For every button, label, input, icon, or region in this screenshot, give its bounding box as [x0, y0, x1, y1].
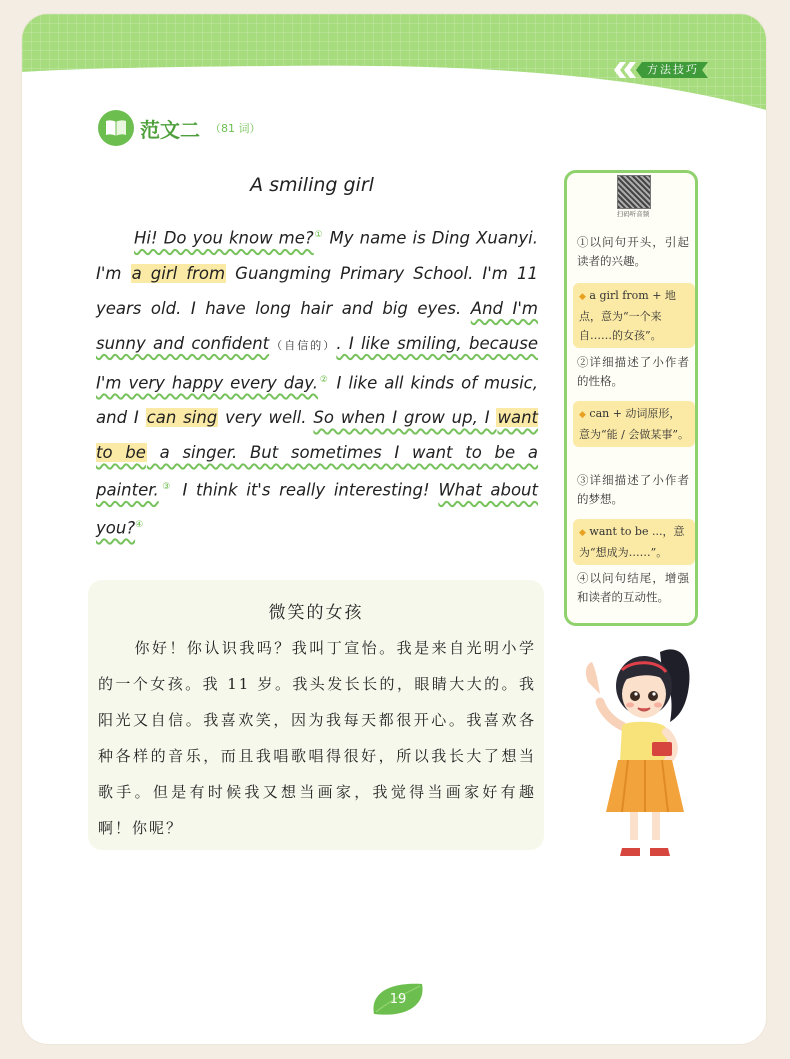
word-count: （81 词） [210, 122, 261, 135]
translation-box [88, 580, 544, 850]
essay-personality-1: And I'm sunny and confident [96, 298, 538, 353]
essay-text-4: I like all kinds of music, and I [96, 373, 538, 427]
essay-body [96, 218, 538, 545]
footnote-1: ① [313, 230, 324, 240]
qr-label: 扫码听音频 [616, 210, 650, 218]
page-number: 19 [389, 992, 407, 1007]
phrase-can-sing: can sing [146, 408, 218, 427]
essay-dream-1: So when I grow up, I [313, 408, 497, 427]
tip-1-text: a girl from + 地点，意为“一个来自……的女孩”。 [579, 289, 676, 342]
book-icon [98, 110, 134, 146]
diamond-icon: ◆ [579, 292, 586, 302]
note-3: ③详细描述了小作者的梦想。 [577, 473, 689, 506]
gloss-confident: （自信的） [269, 338, 337, 352]
note-4: ④以问句结尾，增强和读者的互动性。 [577, 571, 689, 604]
annotation-sidebar [564, 170, 698, 626]
qr-code[interactable] [617, 175, 651, 209]
footnote-3: ③ [158, 482, 174, 492]
section-tag: 方法技巧 [647, 63, 699, 76]
tip-1 [573, 283, 695, 348]
translation-text: 你好！你认识我吗？我叫丁宣怡。我是来自光明小学的一个女孩。我 11 岁。我头发长长的，眼睛大大的。我阳光又自信。我喜欢笑，因为我每天都很开心。我喜欢各种各样的音乐，而且我唱歌唱得很好，所以我长大了想当歌手。但是有时候我又想当画家，我觉得当画家好有趣啊！你呢？ [98, 639, 536, 837]
essay-title: A smiling girl [250, 174, 374, 196]
translation-title: 微笑的女孩 [268, 603, 364, 623]
translation-body [98, 630, 536, 846]
page [22, 14, 766, 1044]
essay-text-3: Guangming Primary School. I'm 11 years old. I have long hair and big eyes. [96, 263, 538, 318]
diamond-icon: ◆ [579, 528, 586, 538]
girl-illustration [570, 642, 698, 872]
essay-text-5: very well. [218, 408, 314, 427]
tip-2-text: can + 动词原形，意为“能 / 会做某事”。 [579, 407, 689, 441]
footnote-2: ② [318, 374, 330, 385]
diamond-icon: ◆ [579, 410, 586, 420]
tip-3 [573, 519, 695, 565]
phrase-a-girl-from: a girl from [131, 263, 226, 283]
note-2: ②详细描述了小作者的性格。 [577, 355, 689, 388]
footnote-4: ④ [135, 519, 144, 530]
phrase-want-to-be: want to be [96, 408, 539, 462]
tip-2 [573, 401, 695, 447]
note-1: ①以问句开头，引起读者的兴趣。 [577, 235, 689, 268]
sample-heading [98, 110, 261, 146]
essay-text-2: My name is Ding Xuanyi. I'm [96, 228, 538, 283]
tip-3-text: want to be ...，意为“想成为……”。 [579, 525, 685, 559]
heading-title: 范文二 [140, 117, 200, 142]
essay-question-2: What about you? [96, 480, 538, 537]
essay-dream-2: a singer. But sometimes I want to be a painter. [96, 443, 538, 500]
essay-text-6: I think it's really interesting! [173, 480, 439, 500]
essay-question-1: Hi! Do you know me? [134, 228, 314, 248]
essay-personality-2: . I like smiling, because I'm very happy every day. [96, 333, 538, 392]
